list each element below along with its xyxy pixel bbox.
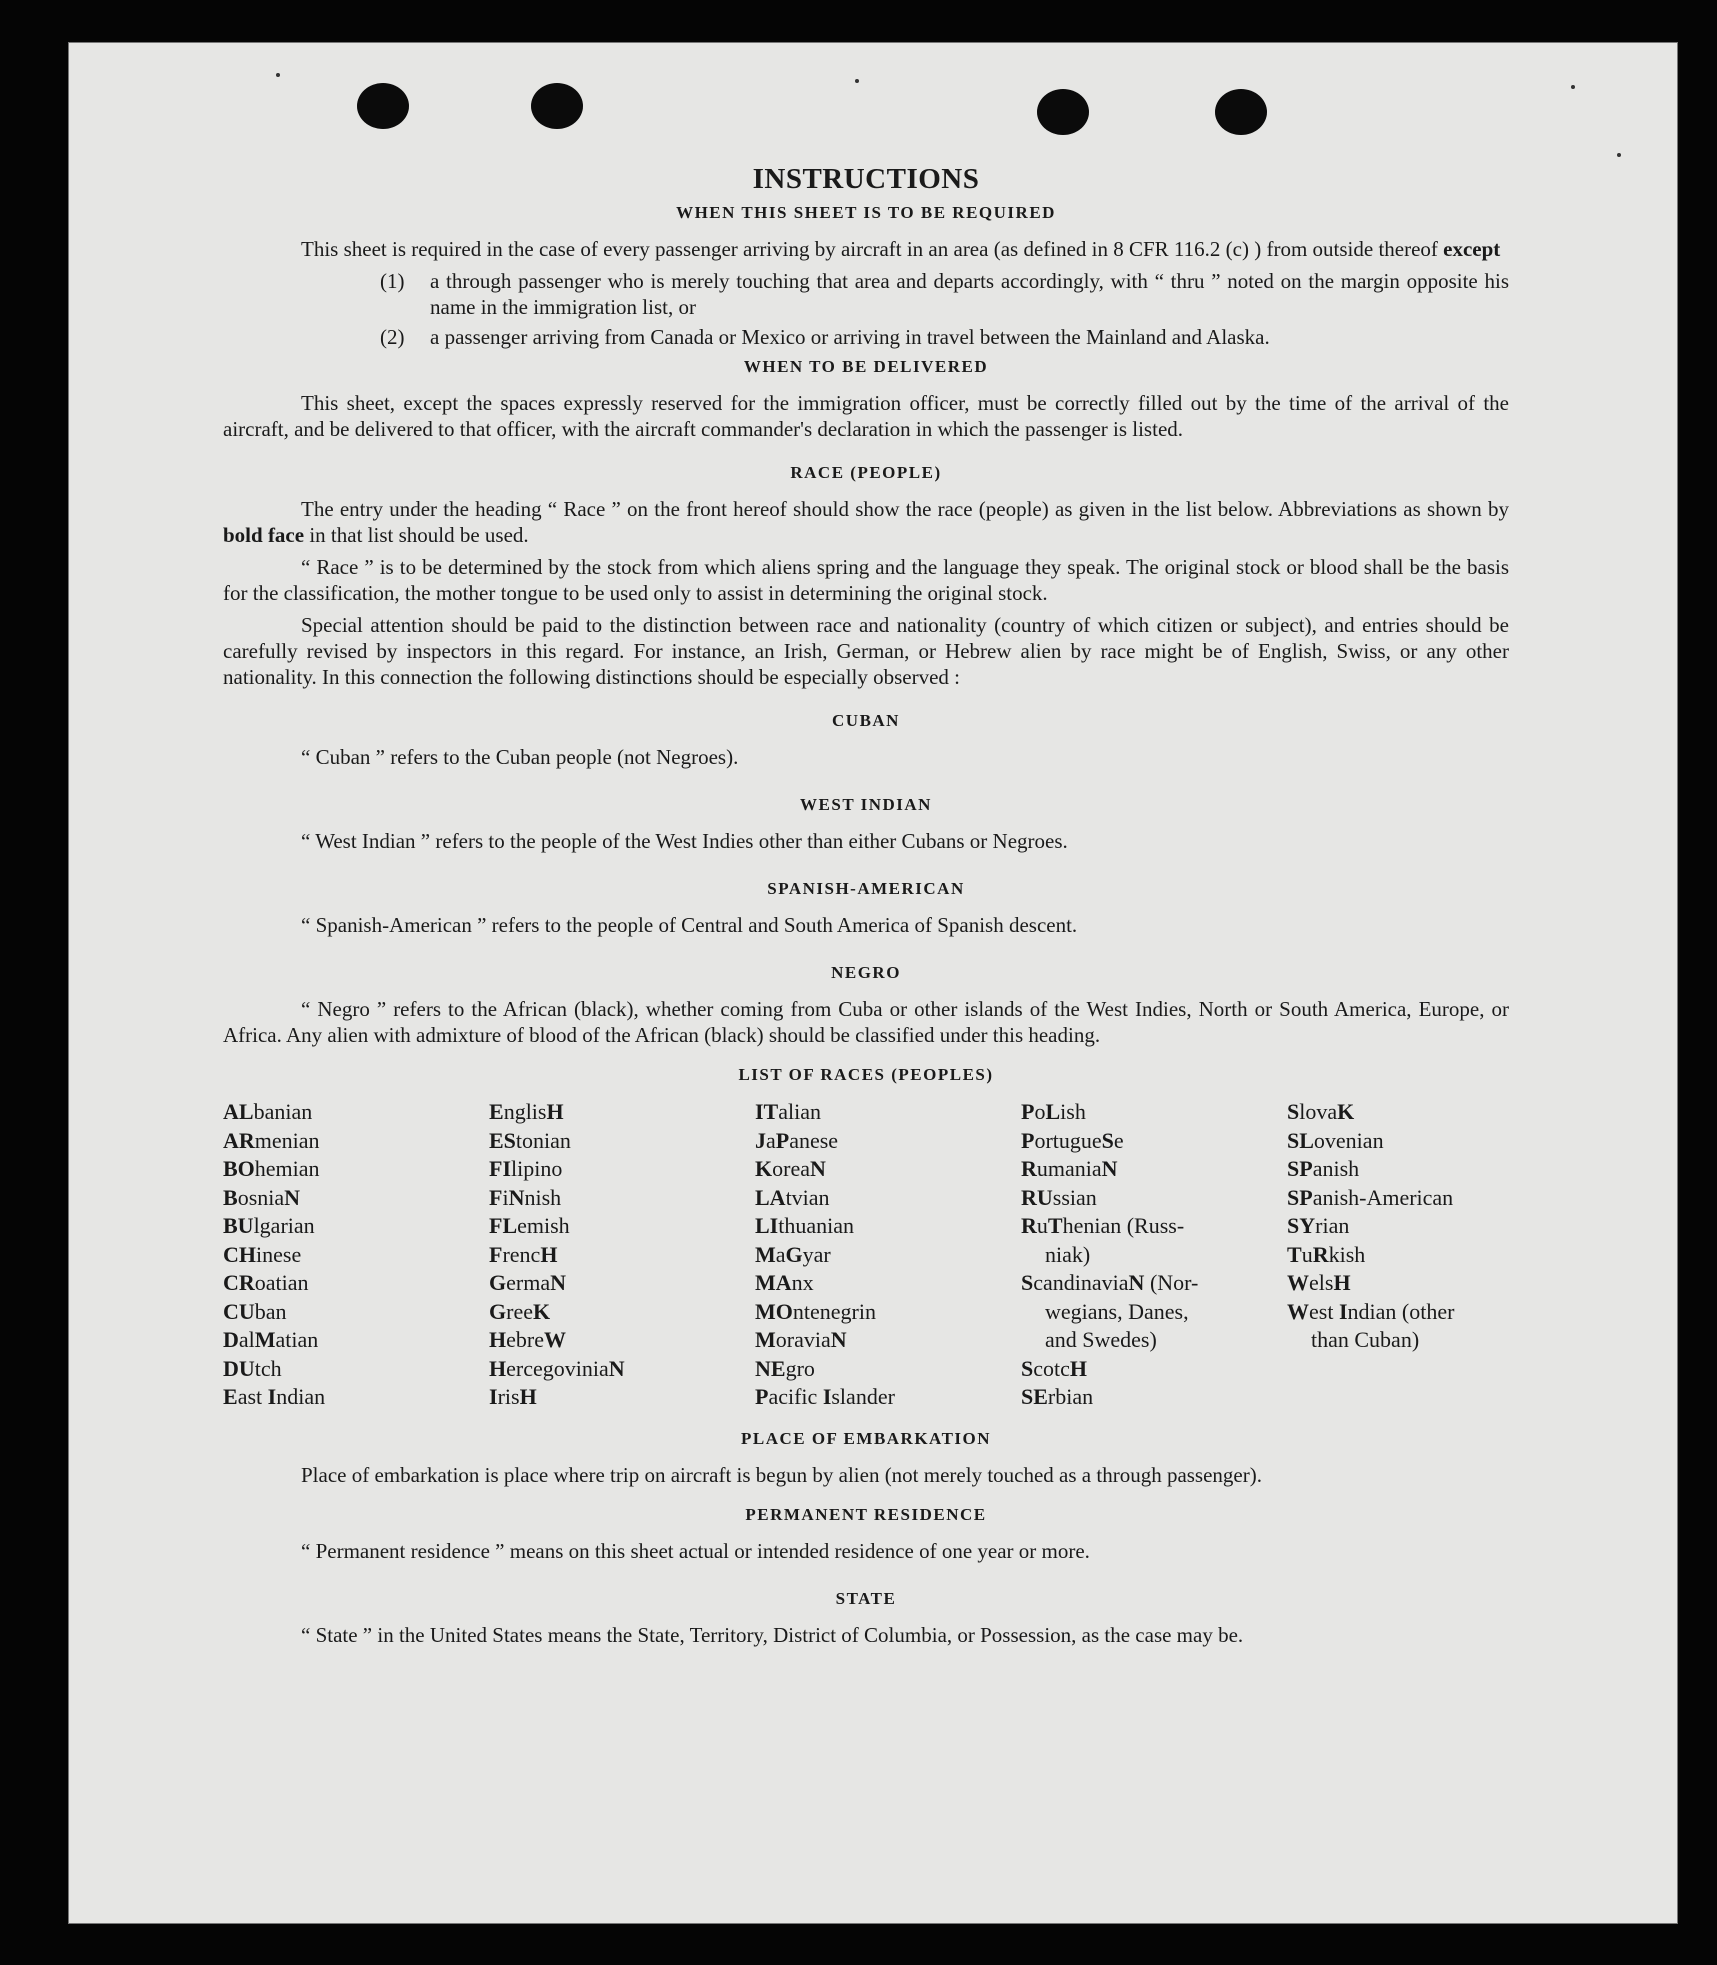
exception-item: (1) a through passenger who is merely touching that area and departs accordingly, with “ thru ” noted on the margin opposite his name in the immigration list, or: [380, 269, 1509, 319]
race-entry: MAnx: [755, 1270, 814, 1295]
race-column: [223, 1098, 489, 1412]
race-entry: SErbian: [1021, 1384, 1094, 1409]
negro-text: “ Negro ” refers to the African (black), whether coming from Cuba or other islands of the West Indies, North or South America, Europe, or Africa. Any alien with admixture of blood of the African (black) should be classified under this heading.: [223, 997, 1509, 1047]
race-entry: Pacific Islander: [755, 1384, 895, 1409]
race-paragraph-1: The entry under the heading “ Race ” on the front hereof should show the race (people) as given in the list below. Abbreviations as shown by bold face in that list should be used.: [223, 497, 1509, 547]
race-entry: BUlgarian: [223, 1213, 315, 1238]
race-column: [1021, 1098, 1287, 1412]
race-entry: SYrian: [1287, 1213, 1350, 1238]
race-entry: JaPanese: [755, 1127, 839, 1153]
speck: [1617, 153, 1621, 157]
race-entry: MOntenegrin: [755, 1298, 876, 1324]
section-heading-negro: NEGRO: [831, 963, 901, 982]
section-heading-when-delivered: WHEN TO BE DELIVERED: [743, 357, 989, 376]
west-indian-text: “ West Indian ” refers to the people of the West Indies other than either Cubans or Negroes.: [301, 829, 1068, 853]
race-entry: CUban: [223, 1298, 287, 1324]
race-list: [223, 1098, 1509, 1412]
instructions-content: [223, 163, 1509, 1648]
page-title: INSTRUCTIONS: [752, 163, 980, 195]
race-entry: HebreW: [489, 1327, 566, 1352]
race-entry: HercegoviniaN: [489, 1355, 625, 1381]
race-entry: SlovaK: [1287, 1099, 1355, 1124]
spanish-american-text: “ Spanish-American ” refers to the people of Central and South America of Spanish descent.: [301, 913, 1078, 937]
race-column: [489, 1098, 755, 1412]
race-entry: TuRkish: [1287, 1241, 1366, 1267]
race-paragraph-3: Special attention should be paid to the distinction between race and nationality (country of which citizen or subject), and entries should be carefully revised by inspectors in this regard. For instance, an Irish, German, or Hebrew alien by race might be of English, Swiss, or any other nationality. In this connection the following distinctions should be especially observed :: [223, 613, 1509, 689]
residence-text: “ Permanent residence ” means on this sheet actual or intended residence of one year or more.: [301, 1538, 1090, 1563]
punch-hole: [357, 83, 409, 129]
race-paragraph-2: “ Race ” is to be determined by the stock from which aliens spring and the language they speak. The original stock or blood shall be the basis for the classification, the mother tongue to be used only to assist in determining the original stock.: [223, 555, 1509, 605]
race-entry: CRoatian: [223, 1270, 309, 1295]
section-heading-state: STATE: [835, 1588, 897, 1608]
punch-hole: [1037, 89, 1089, 135]
race-entry: SPanish-American: [1287, 1184, 1454, 1210]
section-heading-when-required: WHEN THIS SHEET IS TO BE REQUIRED: [676, 203, 1056, 222]
race-entry: RumaniaN: [1021, 1156, 1118, 1181]
speck: [276, 73, 280, 77]
race-entry: FIlipino: [489, 1156, 563, 1181]
race-entry: BosniaN: [223, 1184, 301, 1210]
when-delivered-text: This sheet, except the spaces expressly reserved for the immigration officer, must be correctly filled out by the time of the arrival of the aircraft, and be delivered to that officer, with the aircraft commander's declaration in which the passenger is listed.: [223, 391, 1509, 441]
race-entry: RuThenian (Russ- niak): [1021, 1213, 1185, 1267]
race-column: [1287, 1098, 1517, 1412]
state-text: “ State ” in the United States means the State, Territory, District of Columbia, or Possession, as the case may be.: [301, 1622, 1244, 1647]
race-entry: RUssian: [1021, 1184, 1097, 1210]
race-entry: MoraviaN: [755, 1327, 847, 1352]
race-entry: DUtch: [223, 1355, 282, 1381]
race-entry: FiNnish: [489, 1184, 562, 1210]
race-entry: ARmenian: [223, 1127, 320, 1153]
cuban-text: “ Cuban ” refers to the Cuban people (not Negroes).: [301, 745, 739, 769]
race-entry: East Indian: [223, 1384, 326, 1409]
race-entry: IrisH: [489, 1384, 537, 1409]
race-entry: FrencH: [489, 1241, 558, 1267]
race-entry: PoLish: [1021, 1099, 1086, 1124]
race-entry: MaGyar: [755, 1241, 831, 1267]
race-entry: EnglisH: [489, 1099, 564, 1124]
race-entry: ScotcH: [1021, 1355, 1088, 1381]
race-entry: BOhemian: [223, 1156, 320, 1181]
embarkation-text: Place of embarkation is place where trip on aircraft is begun by alien (not merely touched as a through passenger).: [301, 1462, 1262, 1487]
race-entry: DalMatian: [223, 1327, 319, 1352]
race-entry: ITalian: [755, 1099, 822, 1124]
section-heading-cuban: CUBAN: [832, 711, 900, 730]
punch-hole: [531, 83, 583, 129]
race-entry: GermaN: [489, 1270, 566, 1295]
speck: [855, 79, 859, 83]
race-entry: FLemish: [489, 1213, 570, 1238]
section-heading-embarkation: PLACE OF EMBARKATION: [740, 1428, 992, 1448]
exception-item: (2) a passenger arriving from Canada or Mexico or arriving in travel between the Mainland and Alaska.: [380, 325, 1270, 349]
race-entry: GreeK: [489, 1298, 551, 1324]
race-entry: LIthuanian: [755, 1213, 855, 1238]
race-entry: EStonian: [489, 1127, 571, 1153]
section-heading-list-of-races: LIST OF RACES (PEOPLES): [738, 1065, 994, 1084]
race-entry: ScandinaviaN (Nor- wegians, Danes, and Swedes): [1021, 1270, 1199, 1352]
section-heading-spanish-american: SPANISH-AMERICAN: [767, 879, 965, 898]
race-entry: NEgro: [755, 1355, 815, 1381]
punch-hole: [1215, 89, 1267, 135]
section-heading-residence: PERMANENT RESIDENCE: [745, 1504, 987, 1524]
race-entry: WelsH: [1287, 1270, 1351, 1295]
race-entry: SPanish: [1287, 1156, 1360, 1181]
race-entry: PortugueSe: [1021, 1127, 1124, 1153]
race-entry: LAtvian: [755, 1184, 830, 1210]
speck: [1571, 85, 1575, 89]
section-heading-race: RACE (PEOPLE): [790, 463, 942, 482]
race-entry: SLovenian: [1287, 1127, 1384, 1153]
race-entry: KoreaN: [755, 1156, 826, 1181]
race-entry: CHinese: [223, 1241, 302, 1267]
race-entry: West Indian (other than Cuban): [1287, 1298, 1455, 1352]
when-required-text: This sheet is required in the case of every passenger arriving by aircraft in an area (as defined in 8 CFR 116.2 (c) ) from outside thereof except: [301, 237, 1501, 261]
race-entry: ALbanian: [223, 1099, 313, 1124]
section-heading-west-indian: WEST INDIAN: [800, 795, 932, 814]
race-column: [755, 1098, 1021, 1412]
